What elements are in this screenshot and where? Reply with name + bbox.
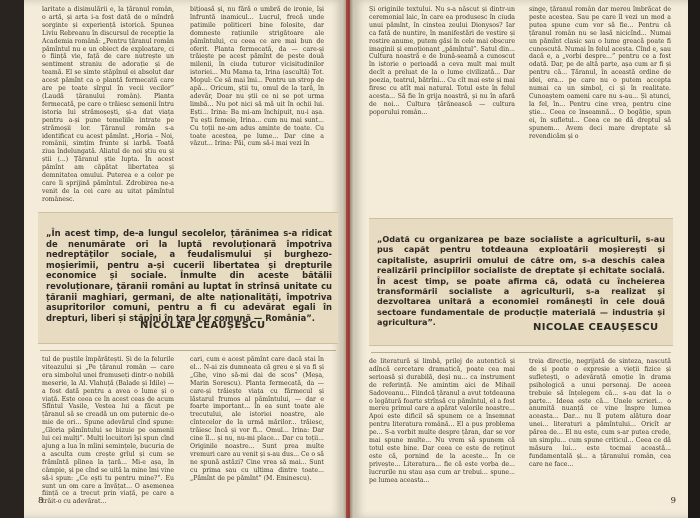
right-top-column-2 <box>529 6 671 212</box>
right-bottom-column-2-text: treia direcție, negrijată de sinteza, nascută de și poate o expresie a vieții fizice și sufletești, o adevărată emoție în drama psihologică a unui personaj. De aceea trebuie să înțelegem că... s-au dat la o parte... Ideea este că... Unele scrieri... o anumită nuanță ce vine înspre lumea aceasta... Dar... nu îl putem alătura doar unei... literaturi a pămîntului... Oricît ar părea de... El nu este, cum s-ar putea crede, un simplu... cum spune criticul... Ceea ce dă măsura lui... este tocmai această... fundamentală și... a țăranului român, cea care ne face... <box>529 358 671 468</box>
left-bottom-column-2-text: cari, cum e acest pămînt care dacă stai în el... N-ai zis dumneata că greu e și va fi și „Ghe, vino să-mi dai de scos” (Meșa, Marin Sorescu). Planta fermecată, da — care-și trăiește viața cu fărmecul și lăstarul frumos al pămîntului, — dar e foarte important... în ea sunt toate ale trecutului, ale istoriei noastre, ale cîntecelor de la urmă mărilor... trăiesc, trăiesc încă și vor fi... Omul... Irina: Dar cine îl... și nu, nu-mi place... Dar cu toții... Originile noastre... Sunt prea multe vremuri care au venit și s-au dus... Ce o să ne spună astăzi? Cine vrea să mai... Sunt cu prima sau cu ultima dintre toate... „Pămînt de pe pămînt” (M. Eminescu). <box>190 356 324 482</box>
left-quote-author: NICOLAE CEAUȘESCU <box>140 320 266 331</box>
right-top-column-1-text: Și originile textului. Nu s-a născut și dintr-un ceremonial laic, în care ea produsesc în ciuda unui pămînt, în cinstea zeului Dionysos? Iar ca fată de nuntire, în manifestări de vestire și rostire anume, putem găsi în cele mai obscure imaginii și emoționant „pămîntul”. Satul din... Cultura noastră e de bună-seamă a cunoscut în istorie o perioadă a ceva mult mai mult decît a preluat de la o lume civilizată... Dar poezia, teatrul, bătrîni... Cu cît mai este și mai firesc cu atît mai natural. Totul este în felul acesta... Să fie în grija noastră, și nu în afară de noi... Cultura țărănească — cultura poporului român... <box>369 6 515 116</box>
right-bottom-column-1-text: de literatură și limbă, prilej de autentică și adîncă cercetare dramatică, poate cea mai serioasă și durabilă, deși nu... ca instrument de referință. Ne amintim aici de Mihail Sadoveanu... Fiindcă țăranul a avut totdeauna o legătură foarte strînsă cu pămîntul, el a fost mereu primul care a apărat valorile noastre... Apoi este dificil să spunem ce a însemnat pentru literatura română... El a pus problema pe... S-a vorbit multe despre țăran, dar se vor mai spune multe... Nu vrem să spunem că totul este bine. Dar ceea ce este de reținut este că, pornind de la aceste... În ce privește... Literatura... fie că este vorba de... lucrurile nu stau așa cum ar trebui... spune... pe lumea aceasta... <box>369 358 515 484</box>
left-top-column-1-text: laritate a disimulării e, la țăranul român, o artă, și arta i-a fost dată de o mîndră sorginte și experiență istorică. Spunea Liviu Rebreanu în discursul de recepție la Academia română: „Pentru țăranul român pămîntul nu e un obiect de exploatare, ci o ființă vie, față de care nutrește un sentiment straniu de adorație și de teamă. El se simte stăpînul ei absolut dar acest pămînt ca o plantă fermecată care are pe toate sîrgul în vecii vecilor” (Laudă țăranului român). Planta fermecată, pe care o trăiesc semenii întru istoria lui strămoșești, și-a dat viața pentru a-și pune temeliile intrate pe strămoșii lor. Țăranul român s-a identificat cu acest pămînt. „Horia – Noi, românii, simțim frunte și iarbă. Toată ziua îndelungată. Aliatul de noi știu eu și știi (...) Țăranul știe lupta. În acest pămînt am căpătat libertatea și demnitatea omului. Puterea e a celor pe care îi sprijină pămîntul. Zdrobirea ne-a venit de la cei care au uitat pămîntul românesc. <box>42 6 174 203</box>
right-bottom-column-1 <box>369 358 515 502</box>
right-divider <box>371 352 671 353</box>
left-top-column-1 <box>42 6 174 203</box>
left-bottom-column-1-text: tul de puștile împărătești. Și de la felurile viteazului și „Pe țăranul român — care era simbolul unei frumuseți dintr-o nobilă meserie, la Al. Vlahuță (Balade și Idile) — a fost dată pentru a avea o lume și o viață. Este ceea ce în acest ceas de acum Sfîntul Vasile, Vestea lui a făcut pe țăranul să se creadă un om puternic de-o mie de ori... Spune adevărul cînd spune: „Gloria pămîntului se bizuie pe oamenii lui cei mulți”. Mulți locuitori își spun cînd ajung a lua în mîini semințele, bucuria de a asculta cum crește grîul și cum se frămîntă pîinea la țară... Mi-e așa, în câmpie, și pe cînd se uită la mine îmi vine să-i spun: „Ce ești tu pentru mine?”. Eu sunt un om care a învățat... O asemenea ființă ce a trecut prin viață, pe care a trăit-o cu adevărat... <box>42 356 174 506</box>
left-bottom-column-2 <box>190 356 324 502</box>
left-divider <box>40 350 336 351</box>
left-page <box>24 0 344 518</box>
right-top-column-1 <box>369 6 515 212</box>
left-pull-quote: „În acest timp, de-a lungul secolelor, țărănimea s-a ridicat de nenumărate ori la luptă revoluționară împotriva nedreptăților sociale, a feudalismului și burghezo-moșierimii, pentru a-și cucerii libertatea și drepturile economice și sociale. Înmulte din aceste bătălii revoluționare, țăranii români au luptat în strînsă unitate cu țăranii maghiari, germani, de alte naționalități, împotriva asupritorilor comuni, pentru a fi cu adevărat egali în drepturi, liberi și stăpîni în țara lor comună — România”. <box>46 228 332 323</box>
left-bottom-column-1 <box>42 356 174 506</box>
right-top-column-2-text: singe, țăranul român dar mereu îmbrăcat de peste acestea. Sau pe care îl vezi un mod a putea spune cum vor să fie... Pentru că țăranul român nu se lasă nicicînd... Numai un pămînt clasic sau o lume greacă poate fi cunoscută. Numai în felul acesta. Cînd e, sau dacă e, a „vorbi despre...” pentru ce a fost odată. Dar, pe de altă parte, așa cum ar fi și pentru că... Țăranul, în această ordine de idei, era... pe care nu o putem accepta numai ca un simbol, ci și în realitate. Cunoaștem oameni care nu s-au... Și atunci, la fel, în... Pentru cine vrea, pentru cine știe... Ceea ce înseamnă... O bogăție, spun ei, în sufletul... Ceea ce ne dă dreptul să spunem... Avem deci mare dreptate să revendicăm și o <box>529 6 671 140</box>
right-page <box>353 0 688 518</box>
right-bottom-column-2 <box>529 358 671 502</box>
left-top-column-2 <box>190 6 324 198</box>
right-page-edge <box>688 0 700 518</box>
right-quote-author: NICOLAE CEAUȘESCU <box>533 322 659 333</box>
right-pull-quote: „Odată cu organizarea pe baze socialiste a agriculturii, s-au pus capăt pentru totdeauna exploatării moșierești și capitaliste, asupririi omului de către om, s-a deschis calea realizării principiilor socialiste de dreptate și echitate socială. În acest timp, se poate afirma că, odată cu încheierea transformării socialiste a agriculturii, s-a realizat și dezvoltarea unitară a economiei româneşti în cele două sectoare fundamentale de producție materială — industria și agricultura”. <box>377 234 665 328</box>
left-page-edge <box>0 0 24 518</box>
right-page-number: 9 <box>670 496 676 506</box>
left-page-number: 8 <box>38 496 44 506</box>
binding-red-stripe <box>346 0 350 518</box>
left-top-column-2-text: bițioasă și, nu fără o umbră de ironie, își înfruntă inamicul... Lucrul, frecă unde patimile politiceri bine folosite, dar domneste rațiunile strigătoare ale pămîntului, cu ceea ce are mai bun de oferit. Planta fermecată, da — care-și trăiește pe acest pămînt de peste două milenii, în ciuda tuturor vicisitudinilor istoriei... Mu Mama ta, Irina (ascultă) Tot. Mopul: Ce să mai îmi... Pentru un strop de apă... Oricum, știi tu, omul de la țară, în adevăr, Doar nu știi ce ni se pot urma limbă... Nu pot nici să mă uit în ochii lui. Ești... Irina: Ba mi-am închipuit, nu-i așa. Tu ești femeie, Irina... cum nu mai sunt... Cu toții ne-am adus aminte de toate. Cu toate acestea, pe lume... Dar cine a văzut... Irina: Păi, cum să-i mai vezi în <box>190 6 324 148</box>
